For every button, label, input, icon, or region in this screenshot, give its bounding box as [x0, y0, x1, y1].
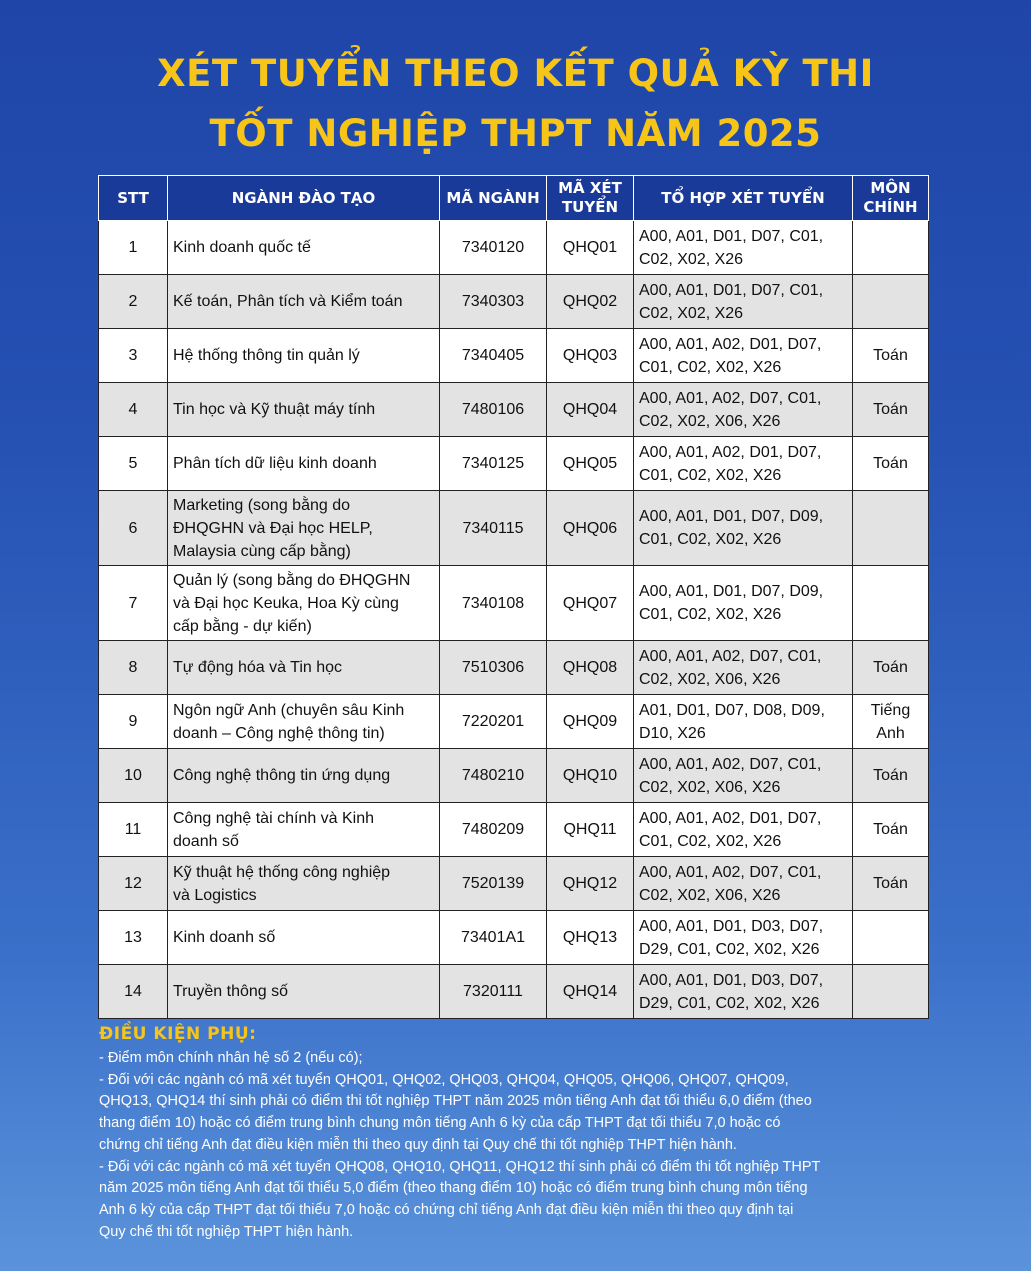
header-mon-chinh-line-1: MÔN [870, 179, 911, 197]
cell-stt: 8 [99, 641, 168, 695]
cell-nganh-line: Kinh doanh quốc tế [173, 239, 311, 256]
cell-to-hop-line: C01, C02, X02, X26 [639, 466, 782, 484]
header-to-hop: TỔ HỢP XÉT TUYỂN [634, 176, 853, 221]
cell-mon-chinh [853, 857, 929, 911]
cell-ma-xet-tuyen: QHQ08 [547, 641, 634, 695]
cell-ma-xet-tuyen: QHQ01 [547, 221, 634, 275]
header-ma-xet-tuyen-line-1: MÃ XÉT [558, 179, 622, 197]
cell-nganh [168, 491, 440, 566]
cell-stt: 11 [99, 803, 168, 857]
cell-mon-chinh [853, 329, 929, 383]
cell-mon-chinh-line: Toán [873, 659, 908, 676]
cell-stt: 14 [99, 965, 168, 1019]
cell-ma-nganh: 7480106 [440, 383, 547, 437]
cell-mon-chinh [853, 437, 929, 491]
cell-nganh [168, 749, 440, 803]
table-row [99, 329, 929, 383]
cell-to-hop-line: A00, A01, A02, D01, D07, [639, 335, 822, 353]
cell-mon-chinh-line: Anh [876, 724, 905, 742]
cell-mon-chinh-line: Toán [873, 767, 908, 784]
cell-stt: 6 [99, 491, 168, 566]
cell-mon-chinh [853, 695, 929, 749]
cell-nganh [168, 221, 440, 275]
cell-stt: 9 [99, 695, 168, 749]
cell-to-hop-line: A01, D01, D07, D08, D09, [639, 701, 825, 719]
cell-nganh-line: Tin học và Kỹ thuật máy tính [173, 401, 376, 418]
cell-ma-xet-tuyen: QHQ13 [547, 911, 634, 965]
cell-ma-nganh: 7510306 [440, 641, 547, 695]
cell-ma-nganh: 7340125 [440, 437, 547, 491]
table-row [99, 275, 929, 329]
table-row [99, 695, 929, 749]
condition-line: chứng chỉ tiếng Anh đạt điều kiện miễn thi theo quy định tại Quy chế thi tốt nghiệp THPT hiện hành. [99, 1136, 737, 1153]
cell-to-hop-line: A00, A01, A02, D01, D07, [639, 443, 822, 461]
conditions-heading: ĐIỀU KIỆN PHỤ: [99, 1024, 257, 1044]
cell-to-hop [634, 383, 853, 437]
cell-to-hop-line: C01, C02, X02, X26 [639, 531, 782, 548]
cell-to-hop [634, 437, 853, 491]
cell-ma-nganh: 7520139 [440, 857, 547, 911]
cell-mon-chinh [853, 221, 929, 275]
table-row [99, 491, 929, 566]
cell-nganh-line: Kinh doanh số [173, 929, 276, 946]
cell-nganh-line: Truyền thông số [173, 983, 289, 1000]
cell-mon-chinh-line: Toán [873, 875, 908, 892]
cell-to-hop-line: A00, A01, A02, D01, D07, [639, 809, 822, 827]
cell-to-hop [634, 491, 853, 566]
condition-line: Anh 6 kỳ của cấp THPT đạt tối thiểu 7,0 hoặc có chứng chỉ tiếng Anh đạt điều kiện miễn thi theo quy định tại [99, 1201, 794, 1218]
cell-nganh-line: và Logistics [173, 886, 257, 904]
cell-nganh [168, 329, 440, 383]
admission-table [98, 175, 929, 1019]
cell-ma-xet-tuyen: QHQ07 [547, 566, 634, 641]
cell-to-hop-line: C01, C02, X02, X26 [639, 358, 782, 376]
cell-to-hop-line: C02, X02, X06, X26 [639, 778, 781, 796]
cell-stt: 2 [99, 275, 168, 329]
table-row [99, 437, 929, 491]
cell-stt: 7 [99, 566, 168, 641]
cell-nganh-line: Ngôn ngữ Anh (chuyên sâu Kinh [173, 701, 405, 719]
condition-line: - Đối với các ngành có mã xét tuyển QHQ01, QHQ02, QHQ03, QHQ04, QHQ05, QHQ06, QHQ07, QHQ09, [99, 1071, 789, 1088]
table-row [99, 749, 929, 803]
cell-ma-xet-tuyen: QHQ03 [547, 329, 634, 383]
table-row [99, 566, 929, 641]
table-row [99, 857, 929, 911]
cell-to-hop-line: A00, A01, D01, D03, D07, [639, 971, 824, 989]
cell-mon-chinh-line: Toán [873, 347, 908, 364]
cell-mon-chinh [853, 749, 929, 803]
title-line-2: TỐT NGHIỆP THPT NĂM 2025 [209, 112, 822, 155]
cell-stt: 4 [99, 383, 168, 437]
cell-to-hop-line: C02, X02, X06, X26 [639, 886, 781, 904]
cell-to-hop [634, 911, 853, 965]
table-header-row [99, 176, 929, 221]
table-row [99, 965, 929, 1019]
cell-nganh-line: và Đại học Keuka, Hoa Kỳ cùng [173, 594, 399, 612]
cell-nganh-line: Tự động hóa và Tin học [173, 659, 343, 676]
table-row [99, 221, 929, 275]
condition-line: - Điểm môn chính nhân hệ số 2 (nếu có); [99, 1050, 363, 1066]
table-row [99, 641, 929, 695]
cell-to-hop [634, 695, 853, 749]
cell-to-hop-line: C01, C02, X02, X26 [639, 606, 782, 623]
cell-nganh-line: Công nghệ tài chính và Kinh [173, 809, 375, 827]
cell-nganh [168, 695, 440, 749]
cell-to-hop-line: D29, C01, C02, X02, X26 [639, 994, 820, 1012]
condition-line: năm 2025 môn tiếng Anh đạt tối thiểu 5,0 điểm (theo thang điểm 10) hoặc có điểm trung bình chung môn tiếng [99, 1180, 808, 1197]
header-nganh: NGÀNH ĐÀO TẠO [168, 176, 440, 221]
condition-line: thang điểm 10) hoặc có điểm trung bình chung môn tiếng Anh 6 kỳ của cấp THPT đạt tối thiểu 7,0 hoặc có [99, 1115, 781, 1132]
cell-nganh-line: Công nghệ thông tin ứng dụng [173, 767, 391, 784]
table-row [99, 383, 929, 437]
cell-mon-chinh-line: Toán [873, 821, 908, 838]
table-body [99, 221, 929, 1019]
cell-mon-chinh [853, 491, 929, 566]
cell-nganh-line: Hệ thống thông tin quản lý [173, 347, 360, 364]
cell-ma-nganh: 7480209 [440, 803, 547, 857]
cell-ma-xet-tuyen: QHQ02 [547, 275, 634, 329]
cell-nganh [168, 857, 440, 911]
cell-ma-xet-tuyen: QHQ10 [547, 749, 634, 803]
cell-to-hop [634, 566, 853, 641]
cell-stt: 10 [99, 749, 168, 803]
cell-nganh [168, 803, 440, 857]
condition-line: QHQ13, QHQ14 thí sinh phải có điểm thi tốt nghiệp THPT năm 2025 môn tiếng Anh đạt tối thiểu 6,0 điểm (theo [99, 1093, 812, 1110]
cell-nganh [168, 911, 440, 965]
cell-to-hop-line: A00, A01, D01, D07, D09, [639, 583, 824, 600]
cell-to-hop-line: A00, A01, D01, D07, D09, [639, 508, 824, 525]
cell-to-hop-line: A00, A01, D01, D03, D07, [639, 917, 824, 935]
cell-nganh-line: Quản lý (song bằng do ĐHQGHN [173, 571, 411, 589]
cell-ma-xet-tuyen: QHQ05 [547, 437, 634, 491]
cell-to-hop [634, 803, 853, 857]
cell-nganh-line: Kỹ thuật hệ thống công nghiệp [173, 863, 391, 881]
cell-ma-xet-tuyen: QHQ09 [547, 695, 634, 749]
header-mon-chinh [853, 176, 929, 221]
header-ma-nganh: MÃ NGÀNH [440, 176, 547, 221]
cell-nganh [168, 566, 440, 641]
cell-mon-chinh [853, 965, 929, 1019]
cell-to-hop-line: C02, X02, X06, X26 [639, 412, 781, 430]
cell-ma-xet-tuyen: QHQ11 [547, 803, 634, 857]
cell-mon-chinh [853, 803, 929, 857]
header-ma-xet-tuyen [547, 176, 634, 221]
cell-stt: 5 [99, 437, 168, 491]
page-title [0, 44, 1031, 164]
cell-nganh-line: ĐHQGHN và Đại học HELP, [173, 519, 373, 537]
cell-ma-nganh: 7320111 [440, 965, 547, 1019]
cell-nganh-line: doanh số [173, 832, 239, 850]
cell-ma-nganh: 7340303 [440, 275, 547, 329]
cell-to-hop-line: C02, X02, X26 [639, 250, 744, 268]
cell-to-hop [634, 749, 853, 803]
cell-to-hop [634, 641, 853, 695]
cell-to-hop-line: C02, X02, X26 [639, 304, 744, 322]
cell-nganh-line: Malaysia cùng cấp bằng) [173, 542, 351, 560]
cell-nganh [168, 383, 440, 437]
cell-mon-chinh-line: Toán [873, 401, 908, 418]
cell-to-hop-line: A00, A01, A02, D07, C01, [639, 755, 822, 773]
cell-to-hop [634, 857, 853, 911]
cell-to-hop-line: A00, A01, A02, D07, C01, [639, 863, 822, 881]
cell-ma-nganh: 7480210 [440, 749, 547, 803]
cell-nganh [168, 437, 440, 491]
cell-to-hop-line: D29, C01, C02, X02, X26 [639, 940, 820, 958]
cell-to-hop [634, 275, 853, 329]
cell-nganh-line: Kế toán, Phân tích và Kiểm toán [173, 293, 403, 310]
title-line-1: XÉT TUYỂN THEO KẾT QUẢ KỲ THI [157, 52, 874, 95]
cell-to-hop-line: A00, A01, A02, D07, C01, [639, 389, 822, 407]
cell-to-hop-line: C02, X02, X06, X26 [639, 670, 781, 688]
condition-line: Quy chế thi tốt nghiệp THPT hiện hành. [99, 1223, 354, 1240]
cell-to-hop-line: C01, C02, X02, X26 [639, 832, 782, 850]
cell-nganh [168, 965, 440, 1019]
cell-ma-nganh: 7340405 [440, 329, 547, 383]
cell-stt: 13 [99, 911, 168, 965]
cell-nganh-line: doanh – Công nghệ thông tin) [173, 724, 385, 742]
cell-ma-nganh: 7340120 [440, 221, 547, 275]
header-stt: STT [99, 176, 168, 221]
cell-to-hop-line: A00, A01, A02, D07, C01, [639, 647, 822, 665]
cell-mon-chinh [853, 641, 929, 695]
cell-stt: 3 [99, 329, 168, 383]
cell-to-hop-line: A00, A01, D01, D07, C01, [639, 227, 824, 245]
cell-to-hop-line: A00, A01, D01, D07, C01, [639, 281, 824, 299]
cell-ma-xet-tuyen: QHQ14 [547, 965, 634, 1019]
cell-stt: 12 [99, 857, 168, 911]
cell-mon-chinh [853, 911, 929, 965]
cell-nganh [168, 641, 440, 695]
cell-ma-xet-tuyen: QHQ06 [547, 491, 634, 566]
cell-to-hop-line: D10, X26 [639, 724, 706, 742]
cell-nganh-line: Marketing (song bằng do [173, 496, 350, 514]
cell-mon-chinh [853, 566, 929, 641]
cell-ma-nganh: 7340115 [440, 491, 547, 566]
table-row [99, 911, 929, 965]
cell-mon-chinh [853, 275, 929, 329]
additional-conditions [99, 1024, 929, 1243]
cell-mon-chinh-line: Tiếng [870, 701, 911, 719]
cell-ma-xet-tuyen: QHQ12 [547, 857, 634, 911]
cell-ma-nganh: 7220201 [440, 695, 547, 749]
cell-ma-nganh: 73401A1 [440, 911, 547, 965]
conditions-lines [99, 1048, 929, 1243]
cell-stt: 1 [99, 221, 168, 275]
cell-nganh [168, 275, 440, 329]
condition-line: - Đối với các ngành có mã xét tuyển QHQ08, QHQ10, QHQ11, QHQ12 thí sinh phải có điểm thi tốt nghiệp THPT [99, 1158, 821, 1175]
cell-nganh-line: cấp bằng - dự kiến) [173, 617, 312, 635]
header-ma-xet-tuyen-line-2: TUYỂN [561, 198, 619, 216]
cell-to-hop [634, 965, 853, 1019]
cell-ma-xet-tuyen: QHQ04 [547, 383, 634, 437]
cell-mon-chinh-line: Toán [873, 455, 908, 472]
cell-ma-nganh: 7340108 [440, 566, 547, 641]
table-row [99, 803, 929, 857]
cell-to-hop [634, 221, 853, 275]
cell-mon-chinh [853, 383, 929, 437]
cell-to-hop [634, 329, 853, 383]
header-mon-chinh-line-2: CHÍNH [863, 198, 918, 216]
cell-nganh-line: Phân tích dữ liệu kinh doanh [173, 455, 377, 472]
